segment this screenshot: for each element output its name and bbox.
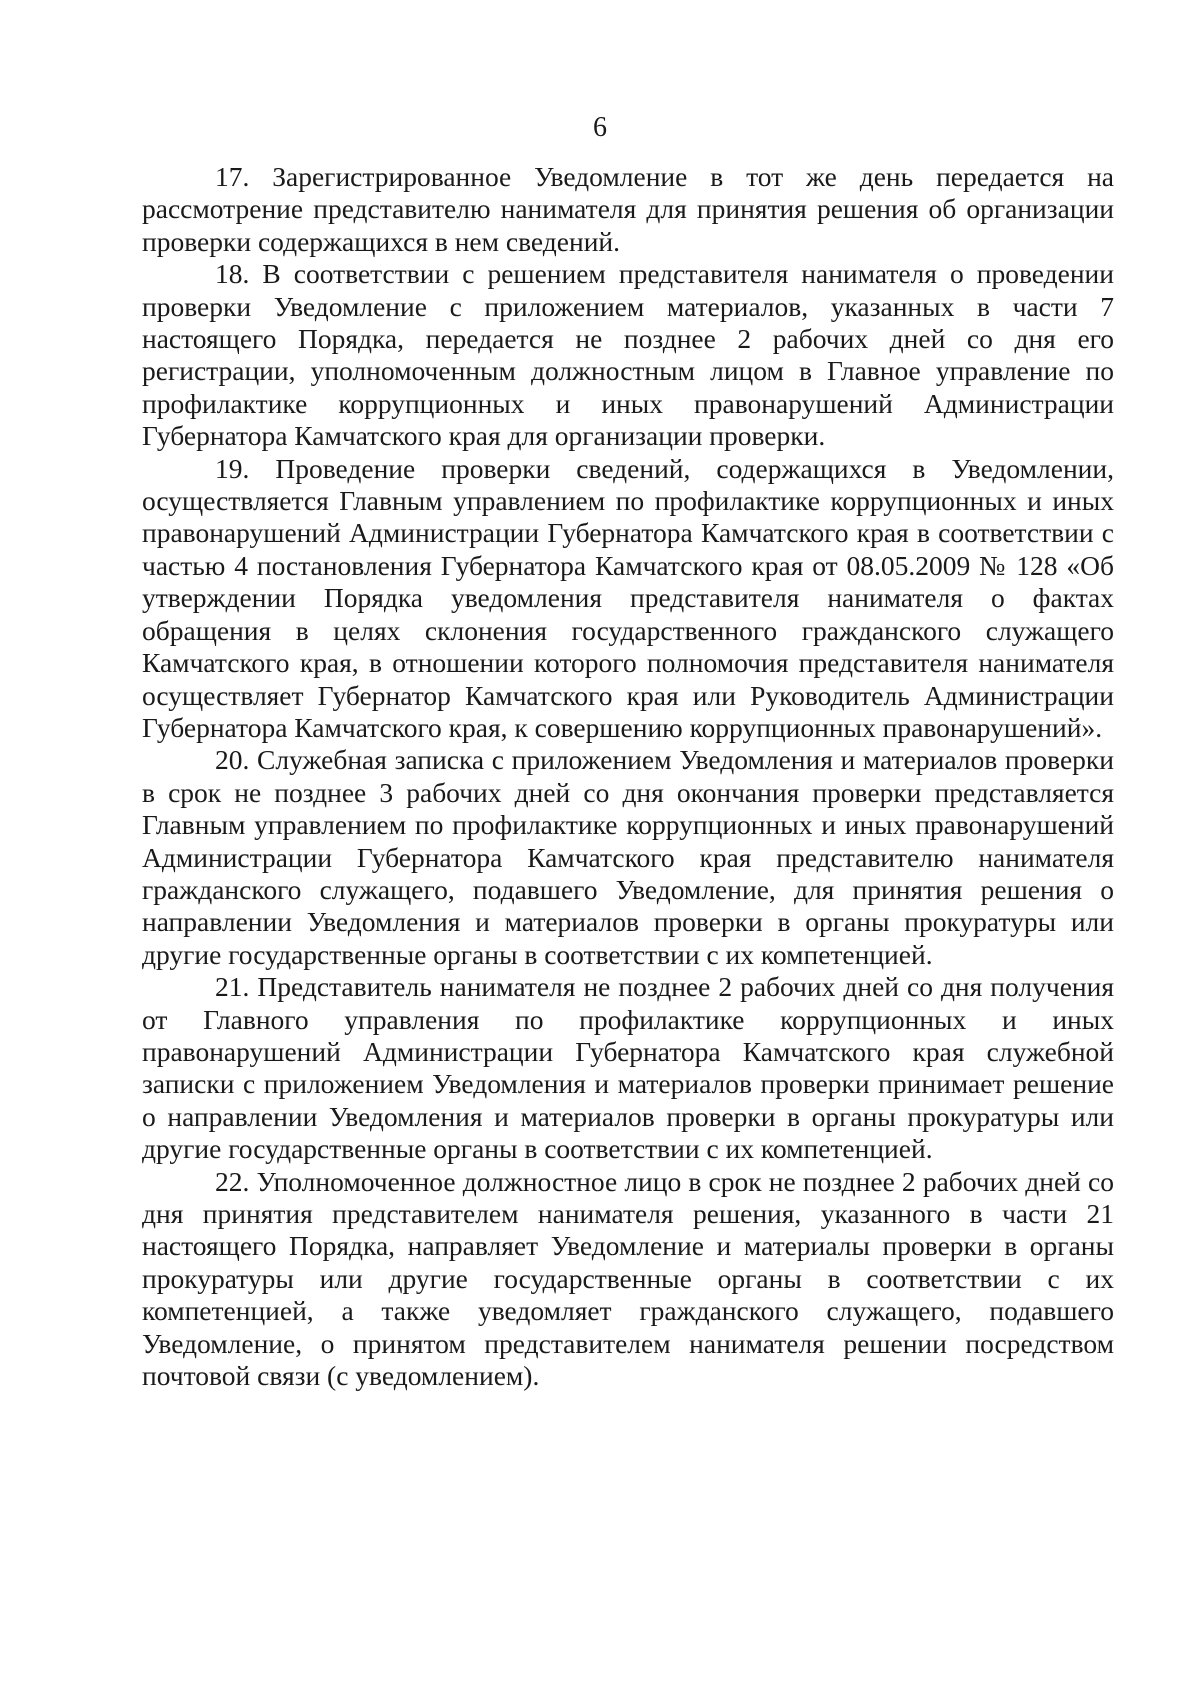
- paragraph-22: 22. Уполномоченное должностное лицо в срок не позднее 2 рабочих дней со дня принятия представителем нанимателя решения, указанного в части 21 настоящего Порядка, направляет Уведомление и материалы проверки в органы прокуратуры или другие государственные органы в соответствии с их компетенцией, а также уведомляет гражданского служащего, подавшего Уведомление, о принятом представителем нанимателя решении посредством почтовой связи (с уведомлением).: [142, 1165, 1114, 1392]
- paragraph-20: 20. Служебная записка с приложением Уведомления и материалов проверки в срок не позднее 3 рабочих дней со дня окончания проверки представляется Главным управлением по профилактике коррупционных и иных правонарушений Администрации Губернатора Камчатского края представителю нанимателя гражданского служащего, подавшего Уведомление, для принятия решения о направлении Уведомления и материалов проверки в органы прокуратуры или другие государственные органы в соответствии с их компетенцией.: [142, 744, 1114, 970]
- paragraph-17: 17. Зарегистрированное Уведомление в тот же день передается на рассмотрение представителю нанимателя для принятия решения об организации проверки содержащихся в нем сведений.: [142, 161, 1114, 257]
- paragraph-19: 19. Проведение проверки сведений, содержащихся в Уведомлении, осуществляется Главным управлением по профилактике коррупционных и иных правонарушений Администрации Губернатора Камчатского края в соответствии с частью 4 постановления Губернатора Камчатского края от 08.05.2009 № 128 «Об утверждении Порядка уведомления представителя нанимателя о фактах обращения в целях склонения государственного гражданского служащего Камчатского края, в отношении которого полномочия представителя нанимателя осуществляет Губернатор Камчатского края или Руководитель Администрации Губернатора Камчатского края, к совершению коррупционных правонарушений».: [142, 452, 1114, 743]
- paragraph-18: 18. В соответствии с решением представителя нанимателя о проведении проверки Уведомление с приложением материалов, указанных в части 7 настоящего Порядка, передается не позднее 2 рабочих дней со дня его регистрации, уполномоченным должностным лицом в Главное управление по профилактике коррупционных и иных правонарушений Администрации Губернатора Камчатского края для организации проверки.: [142, 258, 1114, 452]
- document-body: [142, 161, 1114, 1392]
- paragraph-21: 21. Представитель нанимателя не позднее 2 рабочих дней со дня получения от Главного управления по профилактике коррупционных и иных правонарушений Администрации Губернатора Камчатского края служебной записки с приложением Уведомления и материалов проверки принимает решение о направлении Уведомления и материалов проверки в органы прокуратуры или другие государственные органы в соответствии с их компетенцией.: [142, 971, 1114, 1165]
- page-number: 6: [593, 112, 607, 143]
